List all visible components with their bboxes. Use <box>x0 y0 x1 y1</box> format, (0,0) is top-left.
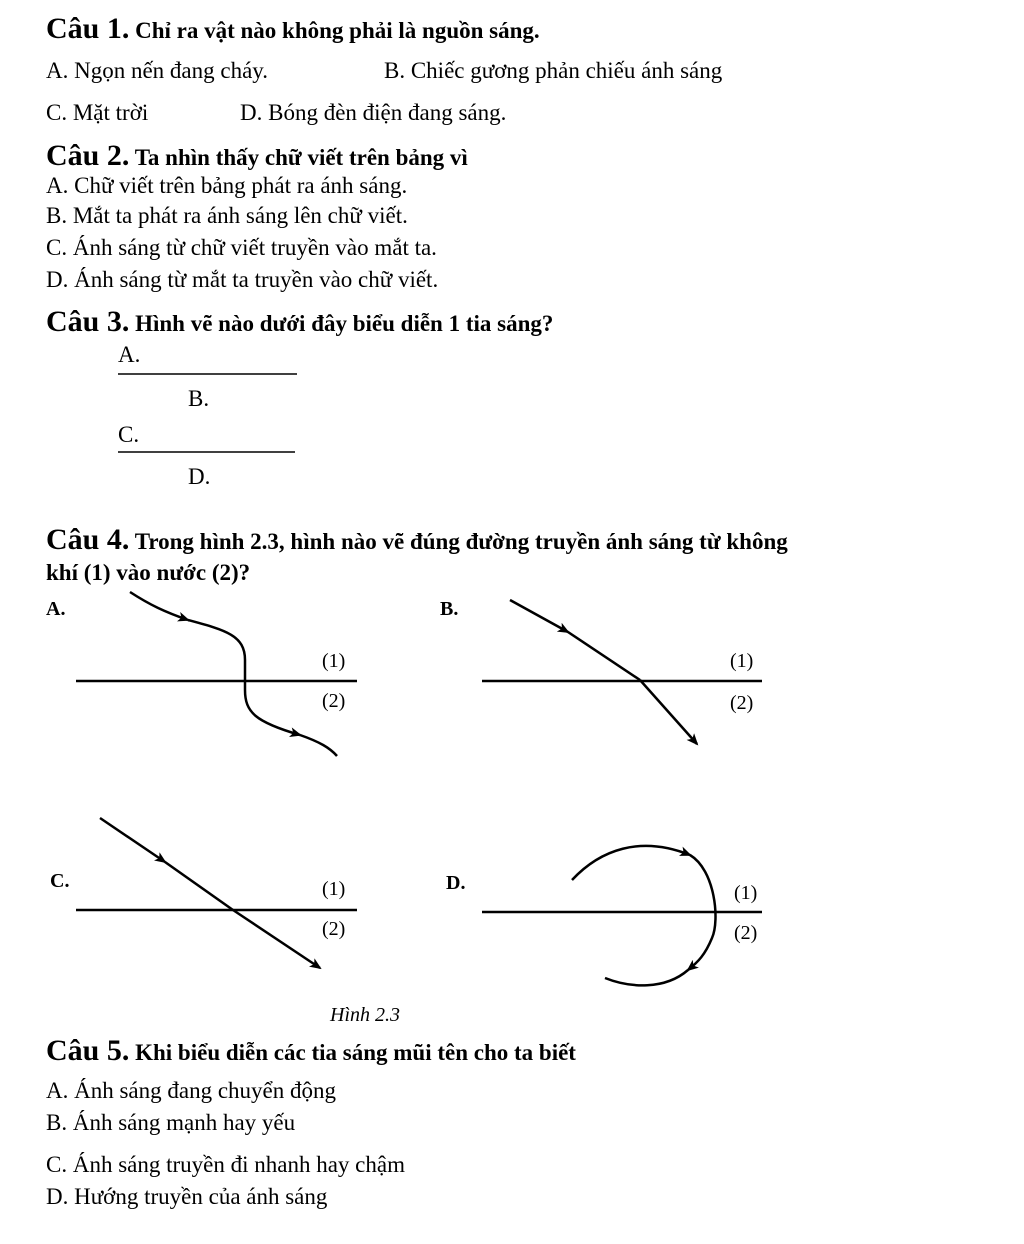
diagram-c-medium-2: (2) <box>322 918 346 940</box>
question-2-stem: Ta nhìn thấy chữ viết trên bảng vì <box>134 145 468 170</box>
diagram-a-ray-curve <box>188 620 300 735</box>
diagram-d-ray-arc-bottom <box>605 970 688 985</box>
diagram-c-label: C. <box>50 870 70 892</box>
question-5-option-c: C. Ánh sáng truyền đi nhanh hay chậm <box>46 1152 405 1177</box>
question-1-option-a: A. Ngọn nến đang cháy. <box>46 58 269 83</box>
question-4-stem-line1: Trong hình 2.3, hình nào vẽ đúng đường truyền ánh sáng từ không <box>134 529 788 554</box>
diagram-d-medium-2: (2) <box>734 922 758 944</box>
question-5-heading <box>46 1034 576 1068</box>
question-5-option-b: B. Ánh sáng mạnh hay yếu <box>46 1110 296 1135</box>
question-3-label: Câu 3. <box>46 305 130 338</box>
diagram-b-ray-refracted <box>640 680 697 744</box>
diagram-c-medium-1: (1) <box>322 878 346 900</box>
question-1-label: Câu 1. <box>46 12 130 45</box>
question-2-label: Câu 2. <box>46 139 130 172</box>
question-2-option-c: C. Ánh sáng từ chữ viết truyền vào mắt ta. <box>46 235 437 260</box>
diagram-b-ray-incident-a <box>510 600 568 632</box>
figure-caption: Hình 2.3 <box>330 1004 400 1026</box>
diagram-b-medium-2: (2) <box>730 692 754 714</box>
question-1-option-d: D. Bóng đèn điện đang sáng. <box>240 100 507 125</box>
question-1-stem: Chỉ ra vật nào không phải là nguồn sáng. <box>135 18 540 43</box>
question-3-option-a: A. <box>118 342 141 367</box>
question-5-stem: Khi biểu diễn các tia sáng mũi tên cho ta biết <box>135 1040 576 1065</box>
diagram-a-medium-2: (2) <box>322 690 346 712</box>
diagram-a-label: A. <box>46 598 66 620</box>
diagram-c-ray-refracted <box>233 910 320 968</box>
question-2-option-a: A. Chữ viết trên bảng phát ra ánh sáng. <box>46 173 408 198</box>
diagram-d-label: D. <box>446 872 466 894</box>
question-5-option-d: D. Hướng truyền của ánh sáng <box>46 1184 328 1209</box>
diagram-b-ray-incident-b <box>568 632 640 680</box>
question-1-option-c: C. Mặt trời <box>46 100 149 125</box>
question-5-label: Câu 5. <box>46 1034 130 1067</box>
diagram-b-medium-1: (1) <box>730 650 754 672</box>
diagram-c-ray-incident-a <box>100 818 165 862</box>
diagram-a-ray-incident <box>130 592 188 620</box>
diagram-d-medium-1: (1) <box>734 882 758 904</box>
question-3-stem: Hình vẽ nào dưới đây biểu diễn 1 tia sáng? <box>135 311 554 336</box>
question-1-option-b: B. Chiếc gương phản chiếu ánh sáng <box>384 58 723 83</box>
diagram-c-ray-incident-b <box>165 862 233 910</box>
question-5-option-a: A. Ánh sáng đang chuyển động <box>46 1078 337 1103</box>
question-4-stem-line2: khí (1) vào nước (2)? <box>46 560 251 585</box>
question-3-option-d: D. <box>188 464 211 489</box>
diagram-b-label: B. <box>440 598 459 620</box>
diagram-d-ray-arc-top <box>572 846 690 880</box>
question-4-label: Câu 4. <box>46 523 130 556</box>
question-3-option-b: B. <box>188 386 210 411</box>
question-2-option-d: D. Ánh sáng từ mắt ta truyền vào chữ viết. <box>46 267 439 292</box>
diagram-a-medium-1: (1) <box>322 650 346 672</box>
question-3-option-c: C. <box>118 422 140 447</box>
question-2-option-b: B. Mắt ta phát ra ánh sáng lên chữ viết. <box>46 203 408 228</box>
diagram-a-ray-tail <box>300 735 337 756</box>
